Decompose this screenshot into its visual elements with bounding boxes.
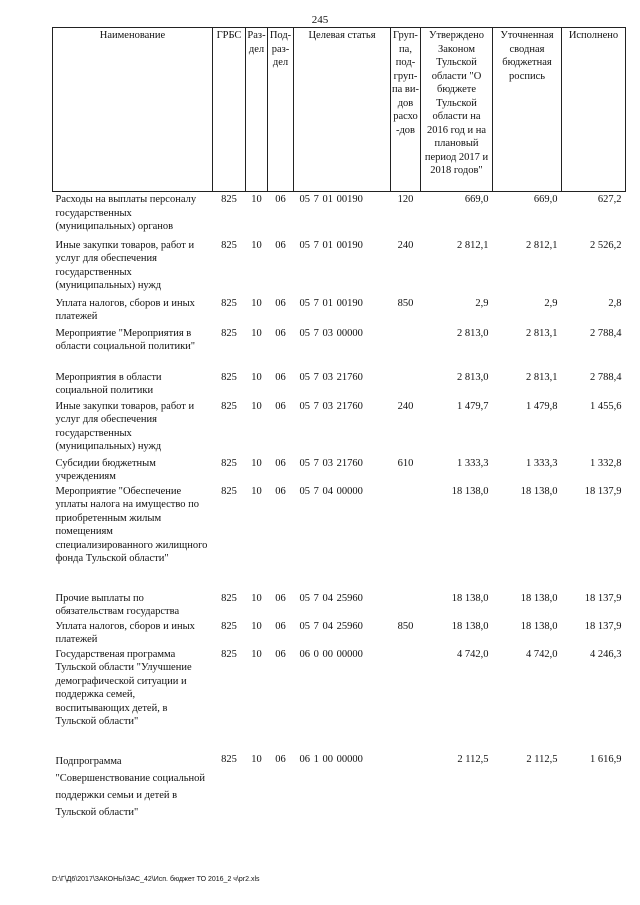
cell-group: 850 (397, 620, 414, 632)
cell-grbs: 825 (221, 485, 237, 497)
cell-razdel: 10 (251, 194, 262, 205)
table-row (53, 619, 626, 647)
budget-table (52, 27, 626, 821)
cell-approved: 18 138,0 (451, 620, 489, 632)
cell-executed: 18 137,9 (584, 592, 622, 604)
header-podrazdel: Под-раз-дел (268, 28, 294, 192)
cell-podrazdel: 06 (275, 239, 286, 251)
cell-executed: 1 616,9 (590, 753, 622, 765)
cell-target: 05 7 04 25960 (299, 592, 363, 604)
table-row (53, 296, 626, 326)
header-target: Целевая статья (294, 28, 391, 192)
cell-refined: 1 479,8 (526, 400, 558, 412)
cell-group (391, 484, 421, 591)
cell-refined: 2 813,1 (526, 371, 558, 383)
header-approved: Утверждено Законом Тульской области "О бюджете Тульской области на 2016 год и на плановый период 2017 и 2018 годов" (421, 28, 493, 192)
cell-executed: 2 526,2 (590, 239, 622, 251)
cell-target: 05 7 04 00000 (299, 485, 363, 497)
header-razdel: Раз-дел (246, 28, 268, 192)
cell-podrazdel: 06 (275, 297, 286, 309)
cell-executed: 2 788,4 (590, 371, 622, 383)
cell-podrazdel: 06 (275, 648, 286, 660)
cell-executed: 18 137,9 (584, 620, 622, 632)
cell-group: 120 (397, 194, 414, 205)
cell-podrazdel: 06 (275, 592, 286, 604)
cell-approved: 18 138,0 (451, 485, 489, 497)
cell-name: Уплата налогов, сборов и иных платежей (55, 297, 195, 322)
cell-grbs: 825 (221, 239, 237, 251)
cell-approved: 2 813,0 (457, 327, 489, 339)
cell-podrazdel: 06 (275, 620, 286, 632)
cell-approved: 669,0 (464, 194, 489, 205)
table-row (53, 456, 626, 484)
cell-refined: 2 813,1 (526, 327, 558, 339)
cell-grbs: 825 (221, 753, 237, 765)
cell-razdel: 10 (251, 620, 262, 632)
cell-group (391, 591, 421, 619)
cell-approved: 2 112,5 (457, 753, 489, 765)
cell-executed: 1 455,6 (590, 400, 622, 412)
cell-approved: 1 333,3 (457, 457, 489, 469)
cell-grbs: 825 (221, 592, 237, 604)
cell-name: Прочие выплаты по обязательствам государства (55, 592, 180, 617)
table-row (53, 484, 626, 591)
cell-name: Мероприятие "Мероприятия в области социальной политики" (55, 327, 196, 352)
cell-group (391, 752, 421, 821)
table-row (53, 192, 626, 238)
cell-grbs: 825 (221, 648, 237, 660)
cell-podrazdel: 06 (275, 753, 286, 765)
cell-approved: 2,9 (475, 297, 489, 309)
cell-razdel: 10 (251, 371, 262, 383)
cell-group (391, 326, 421, 370)
cell-group: 850 (397, 297, 414, 309)
table-row (53, 591, 626, 619)
cell-name: Расходы на выплаты персоналу государственных (муниципальных) органов (55, 194, 197, 232)
page-number: 245 (311, 14, 329, 26)
table-row (53, 752, 626, 821)
cell-approved: 2 812,1 (457, 239, 489, 251)
cell-target: 06 1 00 00000 (299, 753, 363, 765)
cell-target: 05 7 03 21760 (299, 457, 363, 469)
cell-refined: 18 138,0 (520, 592, 558, 604)
cell-name: Мероприятие "Обеспечение уплаты налога на имущество по приобретенным жилым помещениям специализированного жилищного фонда Тульской области" (55, 485, 208, 564)
cell-group (391, 370, 421, 399)
cell-approved: 18 138,0 (451, 592, 489, 604)
cell-executed: 2,8 (608, 297, 622, 309)
cell-podrazdel: 06 (275, 327, 286, 339)
header-grbs: ГРБС (213, 28, 246, 192)
cell-refined: 18 138,0 (520, 485, 558, 497)
cell-refined: 18 138,0 (520, 620, 558, 632)
cell-refined: 2 112,5 (526, 753, 558, 765)
cell-refined: 669,0 (533, 194, 558, 205)
cell-grbs: 825 (221, 194, 237, 205)
cell-razdel: 10 (251, 457, 262, 469)
cell-group: 240 (397, 400, 414, 412)
table-row (53, 647, 626, 752)
cell-refined: 1 333,3 (526, 457, 558, 469)
cell-executed: 4 246,3 (590, 648, 622, 660)
cell-razdel: 10 (251, 753, 262, 765)
table-row (53, 238, 626, 296)
cell-refined: 2,9 (544, 297, 558, 309)
cell-approved: 4 742,0 (457, 648, 489, 660)
cell-grbs: 825 (221, 457, 237, 469)
cell-group: 610 (397, 457, 414, 469)
cell-group: 240 (397, 239, 414, 251)
cell-target: 05 7 01 00190 (299, 239, 363, 251)
cell-target: 05 7 03 21760 (299, 400, 363, 412)
file-path-footer: D:\Г\Д6\2017\ЗАКОНЫ\ЗАС_42\Исп. бюджет ТО 2016_2 ч\pr2.xls (52, 876, 260, 883)
cell-target: 06 0 00 00000 (299, 648, 363, 660)
cell-refined: 2 812,1 (526, 239, 558, 251)
cell-target: 05 7 03 21760 (299, 371, 363, 383)
table-row (53, 399, 626, 456)
cell-razdel: 10 (251, 592, 262, 604)
cell-razdel: 10 (251, 327, 262, 339)
cell-podrazdel: 06 (275, 194, 286, 205)
header-executed: Исполнено (562, 28, 626, 192)
cell-refined: 4 742,0 (526, 648, 558, 660)
cell-name: Субсидии бюджетным учреждениям (55, 457, 156, 482)
cell-grbs: 825 (221, 327, 237, 339)
cell-executed: 2 788,4 (590, 327, 622, 339)
cell-approved: 2 813,0 (457, 371, 489, 383)
cell-name: Иные закупки товаров, работ и услуг для обеспечения государственных (муниципальных) нужд (55, 400, 195, 452)
cell-razdel: 10 (251, 239, 262, 251)
cell-name: Мероприятия в области социальной политики (55, 371, 162, 396)
table-row (53, 370, 626, 399)
cell-name: Иные закупки товаров, работ и услуг для обеспечения государственных (муниципальных) нужд (55, 239, 195, 291)
cell-group (391, 647, 421, 752)
cell-target: 05 7 01 00190 (299, 297, 363, 309)
cell-grbs: 825 (221, 297, 237, 309)
cell-target: 05 7 03 00000 (299, 327, 363, 339)
header-group: Груп-па, под-груп-па ви-дов расхо-дов (391, 28, 421, 192)
cell-executed: 18 137,9 (584, 485, 622, 497)
cell-grbs: 825 (221, 620, 237, 632)
header-refined: Уточненная сводная бюджетная роспись (493, 28, 562, 192)
cell-podrazdel: 06 (275, 457, 286, 469)
cell-podrazdel: 06 (275, 371, 286, 383)
cell-approved: 1 479,7 (457, 400, 489, 412)
cell-executed: 1 332,8 (590, 457, 622, 469)
cell-grbs: 825 (221, 371, 237, 383)
header-name: Наименование (53, 28, 213, 192)
cell-name: Государственая программа Тульской области "Улучшение демографической ситуации и поддержка семей, воспитывающих детей, в Тульской области" (55, 648, 192, 727)
cell-razdel: 10 (251, 400, 262, 412)
cell-executed: 627,2 (597, 194, 622, 205)
cell-grbs: 825 (221, 400, 237, 412)
cell-razdel: 10 (251, 485, 262, 497)
cell-target: 05 7 04 25960 (299, 620, 363, 632)
table-row (53, 326, 626, 370)
cell-name: Подпрограмма "Совершенствование социальной поддержки семьи и детей в Тульской области" (55, 755, 206, 818)
cell-target: 05 7 01 00190 (299, 194, 363, 205)
table-header-row (53, 28, 626, 192)
cell-podrazdel: 06 (275, 485, 286, 497)
cell-razdel: 10 (251, 648, 262, 660)
cell-name: Уплата налогов, сборов и иных платежей (55, 620, 195, 645)
cell-razdel: 10 (251, 297, 262, 309)
cell-podrazdel: 06 (275, 400, 286, 412)
